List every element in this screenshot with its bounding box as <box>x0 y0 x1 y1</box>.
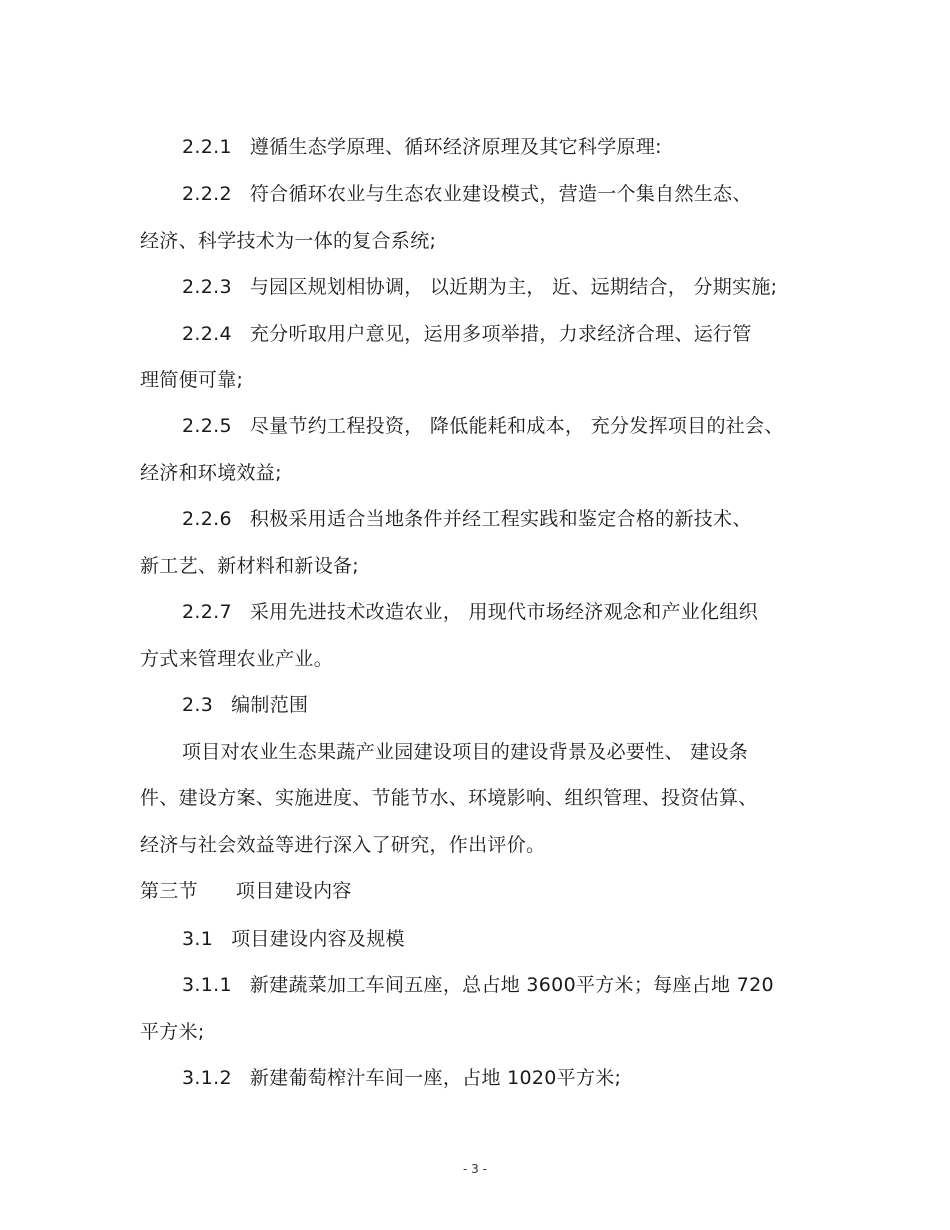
clause-number: 2.2.4 <box>182 323 232 345</box>
clause-2-2-1 <box>182 134 882 160</box>
clause-2-2-2-continued <box>140 228 840 254</box>
clause-text: 积极采用适合当地条件并经工程实践和鉴定合格的新技术、 <box>249 508 752 530</box>
chapter-section-heading <box>140 878 840 904</box>
clause-2-2-2 <box>182 181 882 207</box>
clause-2-2-5 <box>182 413 882 439</box>
paragraph-text: 经济与社会效益等进行深入了研究，作出评价。 <box>140 834 546 856</box>
clause-number: 3.1.1 <box>182 974 232 996</box>
clause-number: 2.2.5 <box>182 415 232 437</box>
clause-2-2-4-continued <box>140 367 840 393</box>
clause-2-2-4 <box>182 321 882 347</box>
clause-2-2-7-continued <box>140 646 840 672</box>
clause-number: 2.2.1 <box>182 136 232 158</box>
clause-2-2-7 <box>182 599 882 625</box>
clause-text: 符合循环农业与生态农业建设模式，营造一个集自然生态、 <box>249 183 752 205</box>
clause-text: 与园区规划相协调， 以近期为主， 近、远期结合， 分期实施; <box>249 276 778 298</box>
clause-text: 新建蔬菜加工车间五座，总占地 3600平方米；每座占地 720 <box>249 974 774 996</box>
page-number: - 3 - <box>463 1162 487 1176</box>
section-title: 项目建设内容 <box>235 880 352 902</box>
clause-3-1-1-continued <box>140 1019 840 1045</box>
clause-3-1-1 <box>182 972 882 998</box>
section-3-1-heading <box>182 926 882 952</box>
clause-text: 遵循生态学原理、循环经济原理及其它科学原理: <box>249 136 662 158</box>
clause-number: 2.2.3 <box>182 276 232 298</box>
paragraph-text: 件、建设方案、实施进度、节能节水、环境影响、组织管理、投资估算、 <box>140 787 758 809</box>
paragraph-scope-line-1 <box>182 739 882 765</box>
clause-text: 经济和环境效益; <box>140 462 282 484</box>
clause-text: 尽量节约工程投资， 降低能耗和成本， 充分发挥项目的社会、 <box>249 415 784 437</box>
clause-text: 新建葡萄榨汁车间一座，占地 1020平方米; <box>249 1067 622 1089</box>
paragraph-scope-line-3 <box>140 832 840 858</box>
section-label: 第三节 <box>140 880 198 902</box>
clause-text: 采用先进技术改造农业， 用现代市场经济观念和产业化组织 <box>249 601 759 623</box>
clause-number: 3.1.2 <box>182 1067 232 1089</box>
section-number: 3.1 <box>182 928 214 950</box>
clause-number: 2.2.2 <box>182 183 232 205</box>
clause-3-1-2 <box>182 1065 882 1091</box>
section-number: 2.3 <box>182 694 214 716</box>
clause-text: 方式来管理农业产业。 <box>140 648 334 670</box>
paragraph-scope-line-2 <box>140 785 840 811</box>
clause-2-2-3 <box>182 274 882 300</box>
section-2-3-heading <box>182 692 882 718</box>
clause-text: 平方米; <box>140 1021 205 1043</box>
clause-2-2-6-continued <box>140 553 840 579</box>
clause-text: 经济、科学技术为一体的复合系统; <box>140 230 437 252</box>
paragraph-text: 项目对农业生态果蔬产业园建设项目的建设背景及必要性、 建设条 <box>182 741 749 763</box>
clause-text: 理简便可靠; <box>140 369 244 391</box>
section-title: 编制范围 <box>231 694 309 716</box>
clause-text: 新工艺、新材料和新设备; <box>140 555 360 577</box>
clause-number: 2.2.7 <box>182 601 232 623</box>
clause-text: 充分听取用户意见，运用多项举措，力求经济合理、运行管 <box>249 323 752 345</box>
clause-number: 2.2.6 <box>182 508 232 530</box>
section-title: 项目建设内容及规模 <box>231 928 405 950</box>
clause-2-2-5-continued <box>140 460 840 486</box>
clause-2-2-6 <box>182 506 882 532</box>
